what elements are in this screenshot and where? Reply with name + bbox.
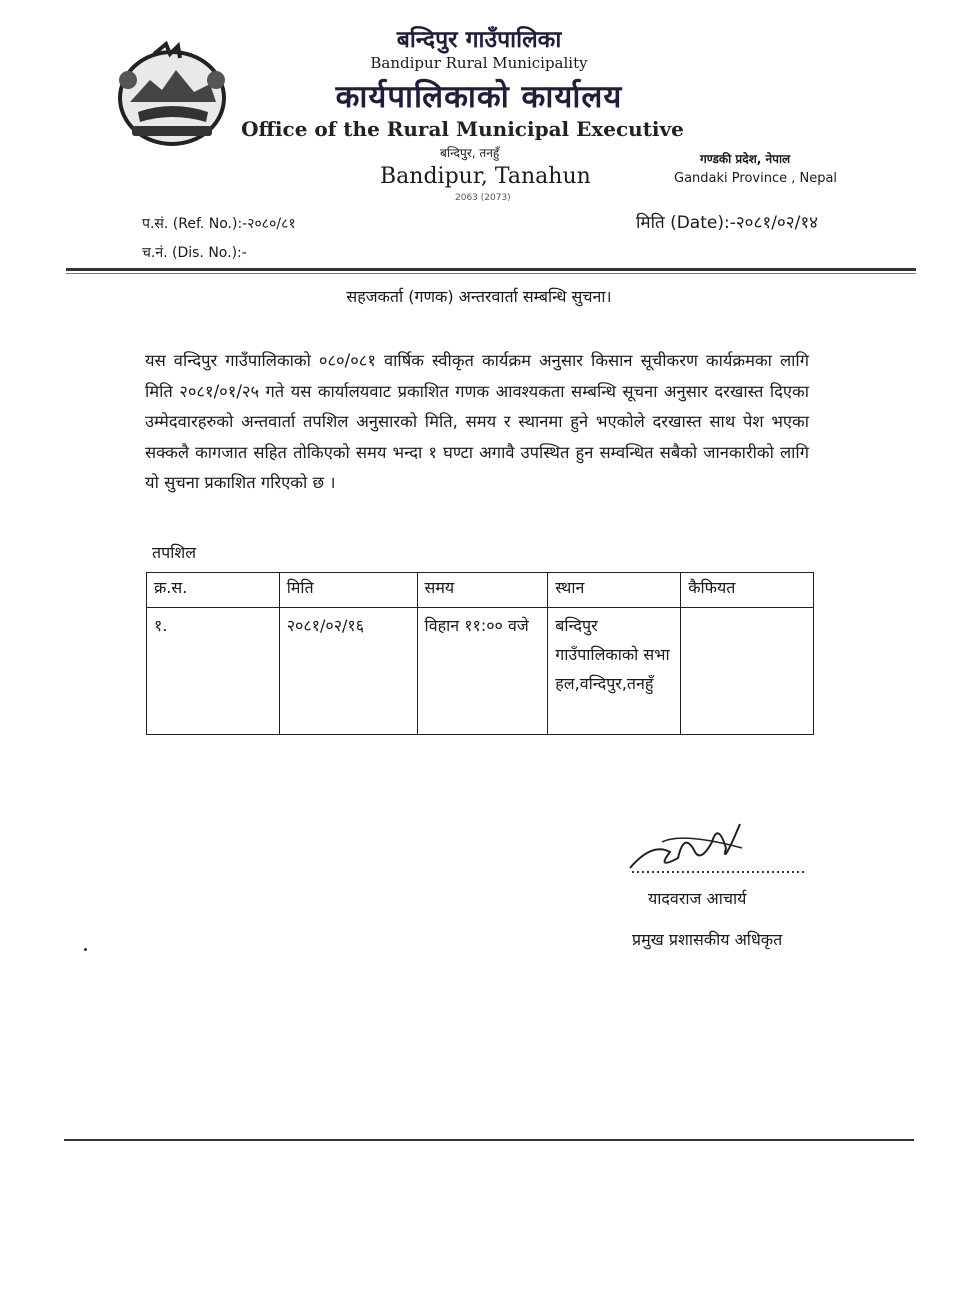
col-header-sn: क्र.स.: [147, 573, 280, 608]
place-np: बन्दिपुर, तनहुँ: [440, 146, 500, 160]
ref-label: प.सं. (Ref. No.):-: [142, 216, 248, 232]
footer-divider: [64, 1139, 914, 1141]
header-divider-thin: [66, 273, 916, 274]
schedule-heading: तपशिल: [152, 543, 197, 562]
dispatch-number: [142, 243, 247, 262]
letter-date: [636, 210, 818, 233]
cell-sn: १.: [147, 608, 280, 735]
schedule-table: [146, 572, 814, 735]
cell-venue: बन्दिपुर गाउँपालिकाको सभा हल,वन्दिपुर,तनहुँ: [548, 608, 681, 735]
dis-label: च.नं. (Dis. No.):-: [142, 245, 247, 261]
col-header-remarks: कैफियत: [681, 573, 814, 608]
office-name-en: Office of the Rural Municipal Executive: [241, 117, 684, 141]
signatory-title: प्रमुख प्रशासकीय अधिकृत: [632, 930, 783, 949]
ref-value: २०८०/८१: [247, 216, 296, 232]
cell-date: २०८१/०२/१६: [279, 608, 417, 735]
notice-subject: सहजकर्ता (गणक) अन्तरवार्ता सम्बन्धि सुचना।: [346, 287, 612, 306]
established-year: 2063 (2073): [455, 193, 511, 203]
signature-icon: [622, 812, 812, 882]
header-divider: [66, 268, 916, 271]
cell-remarks: [681, 608, 814, 735]
date-label: मिति (Date):-: [636, 213, 736, 233]
org-name-np: बन्दिपुर गाउँपालिका: [396, 27, 562, 53]
col-header-venue: स्थान: [548, 573, 681, 608]
cell-time: विहान ११:०० वजे: [417, 608, 548, 735]
stray-mark: [84, 948, 87, 951]
province-np: गण्डकी प्रदेश, नेपाल: [700, 152, 791, 166]
province-en: Gandaki Province , Nepal: [674, 171, 838, 186]
col-header-time: समय: [417, 573, 548, 608]
signatory-name: यादवराज आचार्य: [648, 889, 747, 908]
place-en: Bandipur, Tanahun: [380, 164, 591, 189]
table-header-row: [147, 573, 814, 608]
office-name-np: कार्यपालिकाको कार्यालय: [335, 79, 623, 115]
org-name-en: Bandipur Rural Municipality: [370, 54, 588, 72]
col-header-date: मिति: [279, 573, 417, 608]
table-row: [147, 608, 814, 735]
notice-body: यस वन्दिपुर गाउँपालिकाको ०८०/०८१ वार्षिक स्वीकृत कार्यक्रम अनुसार किसान सूचीकरण कार्यक्रमका लागि मिति २०८१/०१/२५ गते यस कार्यालयवाट प्रकाशित गणक आवश्यकता सम्बन्धि सूचना अनुसार दरखास्त दिएका उम्मेदवारहरुको अन्तवार्ता तपशिल अनुसारको मिति, समय र स्थानमा हुने भएकोले दरखास्त साथ पेश भएका सक्कलै कागजात सहित तोकिएको समय भन्दा १ घण्टा अगावै उपस्थित हुन सम्वन्धित सबैको जानकारीको लागि यो सुचना प्रकाशित गरिएको छ ।: [145, 351, 809, 492]
reference-number: [142, 214, 296, 233]
date-value: २०८१/०२/१४: [735, 213, 819, 233]
